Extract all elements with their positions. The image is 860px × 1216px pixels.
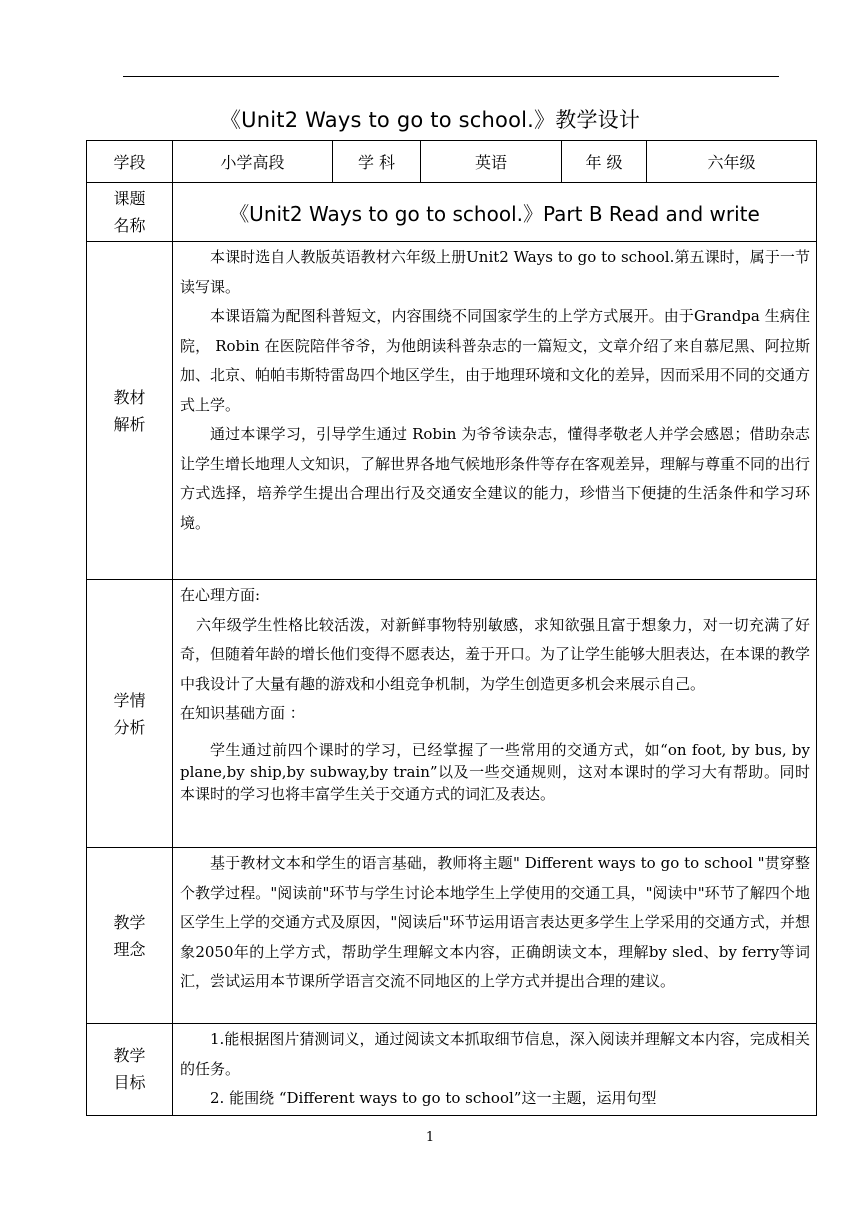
learner-heading-1: 在心理方面:: [180, 586, 261, 604]
material-row: [87, 242, 817, 580]
stage-value: 小学高段: [173, 141, 333, 183]
learner-row: [87, 580, 817, 848]
concept-content: [173, 848, 817, 1024]
objective-1: 1.能根据图片猜测词义，通过阅读文本抓取细节信息，深入阅读并理解文本内容，完成相关的任务。: [180, 1030, 810, 1078]
learner-paragraph-1: 六年级学生性格比较活泼，对新鲜事物特别敏感，求知欲强且富于想象力，对一切充满了好奇，但随着年龄的增长他们变得不愿表达，羞于开口。为了让学生能够大胆表达，在本课的教学中我设计了大量有趣的游戏和小组竞争机制，为学生创造更多机会来展示自己。: [180, 615, 811, 693]
grade-value: 六年级: [647, 141, 817, 183]
objectives-row: [87, 1024, 817, 1116]
learner-content: [173, 580, 817, 848]
learner-heading-2: 在知识基础方面 ：: [180, 704, 305, 722]
objective-2: 2. 能围绕 “Different ways to go to school”这一主题，运用句型: [210, 1089, 657, 1107]
learner-paragraph-2: 学生通过前四个课时的学习，已经掌握了一些常用的交通方式，如“on foot, by bus, by plane,by ship,by subway,by train”以及一些交通规则，这对本课时的学习大有帮助。同时本课时的学习也将丰富学生关于交通方式的词汇及表达。: [180, 740, 810, 803]
course-label: 课题 名称: [87, 183, 173, 242]
grade-label: 年 级: [562, 141, 647, 183]
concept-row: [87, 848, 817, 1024]
objectives-label: 教学 目标: [87, 1024, 173, 1116]
course-row: [87, 183, 817, 242]
stage-label: 学段: [87, 141, 173, 183]
concept-label: 教学 理念: [87, 848, 173, 1024]
header-rule: [123, 76, 779, 77]
material-content: [173, 242, 817, 580]
material-paragraph-2: 本课语篇为配图科普短文，内容围绕不同国家学生的上学方式展开。由于Grandpa 生病住院， Robin 在医院陪伴爷爷，为他朗读科普杂志的一篇短文，文章介绍了来自慕尼黑、阿拉斯加、北京、帕帕韦斯特雷岛四个地区学生，由于地理环境和文化的差异，因而采用不同的交通方式上学。: [180, 307, 811, 414]
header-row: [87, 141, 817, 183]
document-title: 《Unit2 Ways to go to school.》教学设计: [219, 108, 641, 132]
material-label: 教材 解析: [87, 242, 173, 580]
objectives-content: [173, 1024, 817, 1116]
subject-label: 学 科: [333, 141, 421, 183]
material-paragraph-1: 本课时选自人教版英语教材六年级上册Unit2 Ways to go to school.第五课时，属于一节读写课。: [180, 248, 810, 296]
learner-label: 学情 分析: [87, 580, 173, 848]
concept-paragraph: 基于教材文本和学生的语言基础，教师将主题" Different ways to go to school "贯穿整个教学过程。"阅读前"环节与学生讨论本地学生上学使用的交通工具，"阅读中"环节了解四个地区学生上学的交通方式及原因，"阅读后"环节运用语言表达更多学生上学采用的交通方式，并想象2050年的上学方式，帮助学生理解文本内容，正确朗读文本，理解by sled、by ferry等词汇，尝试运用本节课所学语言交流不同地区的上学方式并提出合理的建议。: [180, 854, 810, 990]
material-paragraph-3: 通过本课学习，引导学生通过 Robin 为爷爷读杂志，懂得孝敬老人并学会感恩；借助杂志让学生增长地理人文知识，了解世界各地气候地形条件等存在客观差异，理解与尊重不同的出行方式选择，培养学生提出合理出行及交通安全建议的能力，珍惜当下便捷的生活条件和学习环境。: [180, 425, 811, 532]
page-number: 1: [425, 1130, 435, 1145]
lesson-plan-table: [86, 140, 817, 1116]
subject-value: 英语: [421, 141, 562, 183]
course-name: 《Unit2 Ways to go to school.》Part B Read and write: [173, 183, 817, 242]
